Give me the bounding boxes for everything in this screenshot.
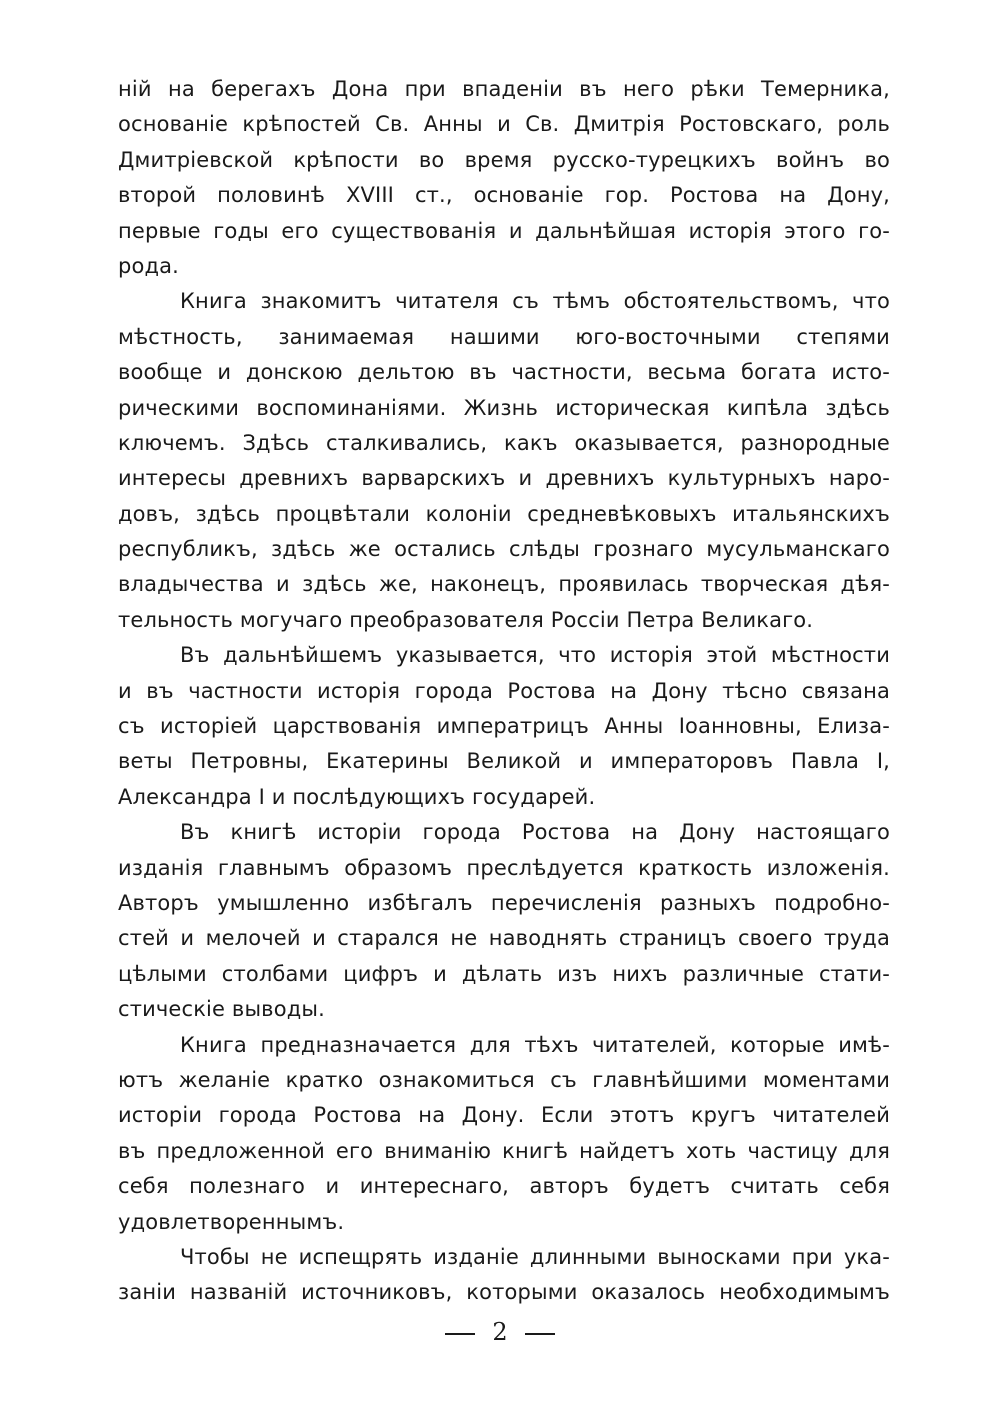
paragraph-1	[118, 72, 890, 284]
text-line: заніи названій источниковъ, которыми оказалось необходимымъ	[118, 1280, 890, 1305]
text-line: ключемъ. Здѣсь сталкивались, какъ оказывается, разнородные	[118, 430, 890, 455]
text-line: веты Петровны, Екатерины Великой и императоровъ Павла I,	[118, 749, 890, 774]
paragraph-4	[118, 815, 890, 1027]
text-line: цѣлыми столбами цифръ и дѣлать изъ нихъ различные стати-	[118, 961, 890, 986]
text-line: республикъ, здѣсь же остались слѣды грознаго мусульманскаго	[118, 537, 890, 562]
text-line: первые годы его существованія и дальнѣйшая исторія этого го-	[118, 218, 890, 243]
paragraph-6	[118, 1240, 890, 1311]
text-line: Книга знакомитъ читателя съ тѣмъ обстоятельствомъ, что	[180, 289, 890, 314]
text-line: Въ книгѣ исторіи города Ростова на Дону настоящаго	[180, 820, 890, 845]
text-line: рода.	[118, 253, 179, 278]
text-line: Авторъ умышленно избѣгалъ перечисленія разныхъ подробно-	[118, 890, 890, 915]
page-footer	[0, 1318, 1000, 1346]
footer-dash-right	[525, 1333, 555, 1335]
text-line: рическими воспоминаніями. Жизнь историческая кипѣла здѣсь	[118, 395, 890, 420]
text-line: и въ частности исторія города Ростова на Дону тѣсно связана	[118, 678, 890, 703]
page-body	[118, 72, 890, 1311]
page-number: 2	[492, 1318, 508, 1346]
text-line: съ исторіей царствованія императрицъ Анны Іоанновны, Елиза-	[118, 714, 890, 739]
paragraph-3	[118, 638, 890, 815]
text-line: довъ, здѣсь процвѣтали колоніи средневѣковыхъ итальянскихъ	[118, 501, 890, 526]
text-line: Дмитріевской крѣпости во время русско-турецкихъ войнъ во	[118, 147, 890, 172]
text-line: ній на берегахъ Дона при впаденіи въ него рѣки Темерника,	[118, 77, 890, 101]
text-line: тельность могучаго преобразователя Россіи Петра Великаго.	[118, 607, 814, 632]
text-line: Въ дальнѣйшемъ указывается, что исторія этой мѣстности	[180, 643, 890, 668]
text-line: второй половинѣ XVIII ст., основаніе гор. Ростова на Дону,	[118, 183, 890, 208]
paragraph-2	[118, 284, 890, 638]
text-line: стическіе выводы.	[118, 997, 325, 1022]
text-line: интересы древнихъ варварскихъ и древнихъ культурныхъ наро-	[118, 466, 890, 491]
text-line: Александра I и послѣдующихъ государей.	[118, 784, 596, 809]
footer-dash-left	[445, 1333, 475, 1335]
text-line: Чтобы не испещрять изданіе длинными выносками при ука-	[180, 1244, 890, 1269]
text-line: изданія главнымъ образомъ преслѣдуется краткость изложенія.	[118, 855, 890, 880]
text-line: Книга предназначается для тѣхъ читателей, которые имѣ-	[180, 1032, 890, 1057]
text-line: въ предложенной его вниманію книгѣ найдетъ хоть частицу для	[118, 1138, 890, 1163]
text-line: удовлетвореннымъ.	[118, 1209, 345, 1234]
text-line: владычества и здѣсь же, наконецъ, проявилась творческая дѣя-	[118, 572, 890, 597]
text-line: исторіи города Ростова на Дону. Если этотъ кругъ читателей	[118, 1103, 890, 1128]
text-line: стей и мелочей и старался не наводнять страницъ своего труда	[118, 926, 890, 951]
text-line: вообще и донскою дельтою въ частности, весьма богата исто-	[118, 360, 890, 385]
text-line: себя полезнаго и интереснаго, авторъ будетъ считать себя	[118, 1174, 890, 1199]
text-line: ютъ желаніе кратко ознакомиться съ главнѣйшими моментами	[118, 1067, 890, 1092]
text-line: мѣстность, занимаемая нашими юго-восточными степями	[118, 324, 890, 349]
paragraph-5	[118, 1028, 890, 1240]
text-line: основаніе крѣпостей Св. Анны и Св. Дмитрія Ростовскаго, роль	[118, 112, 890, 137]
